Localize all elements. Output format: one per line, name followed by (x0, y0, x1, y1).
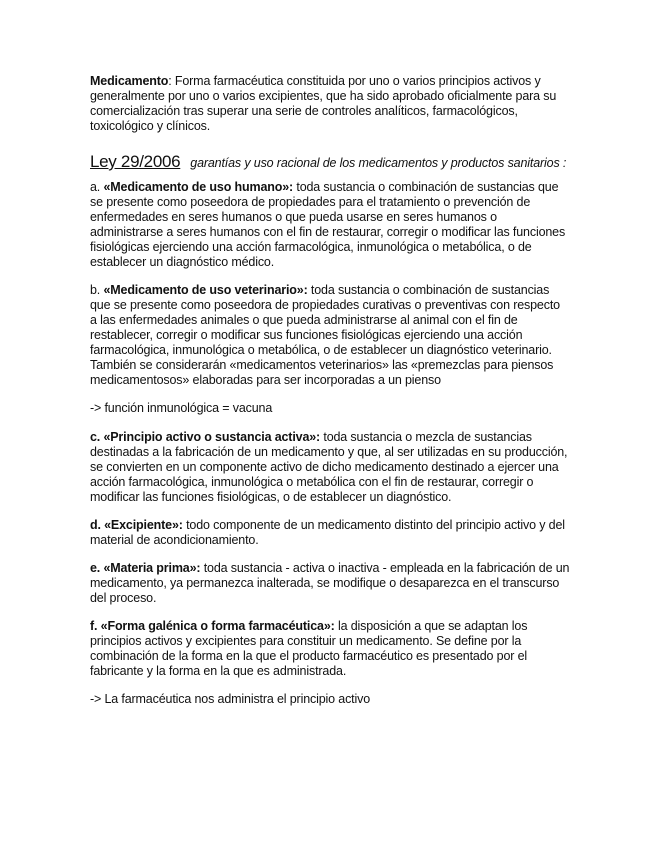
item-term: f. «Forma galénica o forma farmacéutica»: (90, 619, 335, 633)
definition-item-d (90, 518, 570, 548)
intro-paragraph (90, 74, 570, 134)
item-term: «Medicamento de uso humano»: (103, 180, 294, 194)
document-page (90, 74, 570, 721)
intro-term: Medicamento (90, 74, 169, 88)
law-heading (90, 154, 570, 171)
note-vaccine: -> función inmunológica = vacuna (90, 401, 273, 415)
law-description: garantías y uso racional de los medicamentos y productos sanitarios : (190, 156, 567, 170)
definition-item-f (90, 619, 570, 679)
definition-item-b (90, 283, 570, 388)
law-name: Ley 29/2006 (90, 152, 181, 171)
note-pharma: -> La farmacéutica nos administra el principio activo (90, 692, 371, 706)
definition-item-a (90, 180, 570, 270)
item-text: toda sustancia - activa o inactiva - empleada en la fabricación de un medicamento, ya permanezca inalterada, se modifique o desaparezca en el transcurso del proceso. (90, 561, 570, 605)
item-text: la disposición a que se adaptan los principios activos y excipientes para constituir un medicamento. Se define por la combinación de la forma en la que el producto farmacéutico es presentado por el fabricante y la forma en la que es administrada. (90, 619, 528, 678)
item-text: toda sustancia o mezcla de sustancias destinadas a la fabricación de un medicamento y que, al ser utilizadas en su producción, se convierten en un componente activo de dicho medicamento destinado a ejercer una acción farmacológica, inmunológica o metabólica con el fin de restaurar, corregir o modificar las funciones fisiológicas, o de establecer un diagnóstico. (90, 430, 568, 504)
item-text: toda sustancia o combinación de sustancias que se presente como poseedora de propiedades curativas o preventivas con respecto a las enfermedades animales o que pueda administrarse al animal con el fin de restablecer, corregir o modificar sus funciones fisiológicas ejerciendo una acción farmacológica, inmunológica o metabólica, o de establecer un diagnóstico veterinario. También se considerarán «medicamentos veterinarios» las «premezclas para piensos medicamentosos» elaboradas para ser incorporadas a un pienso (90, 283, 560, 387)
definition-item-e (90, 561, 570, 606)
definition-item-c (90, 430, 570, 505)
item-term: d. «Excipiente»: (90, 518, 183, 532)
item-prefix: b. (90, 283, 104, 297)
item-text: todo componente de un medicamento distinto del principio activo y del material de acondicionamiento. (90, 518, 565, 547)
item-term: e. «Materia prima»: (90, 561, 201, 575)
item-prefix: a. (90, 180, 104, 194)
item-term: c. «Principio activo o sustancia activa»: (90, 430, 321, 444)
item-term: «Medicamento de uso veterinario»: (103, 283, 308, 297)
intro-text: : Forma farmacéutica constituida por uno o varios principios activos y generalmente por uno o varios excipientes, que ha sido aprobado oficialmente para su comercialización tras superar una serie de controles analíticos, farmacológicos, toxicológico y clínicos. (90, 74, 557, 133)
item-text: toda sustancia o combinación de sustancias que se presente como poseedora de propiedades para el tratamiento o prevención de enfermedades en seres humanos o que pueda usarse en seres humanos o administrarse a seres humanos con el fin de restaurar, corregir o modificar las funciones fisiológicas ejerciendo una acción farmacológica, inmunológica o metabólica, o de establecer un diagnóstico médico. (90, 180, 566, 269)
